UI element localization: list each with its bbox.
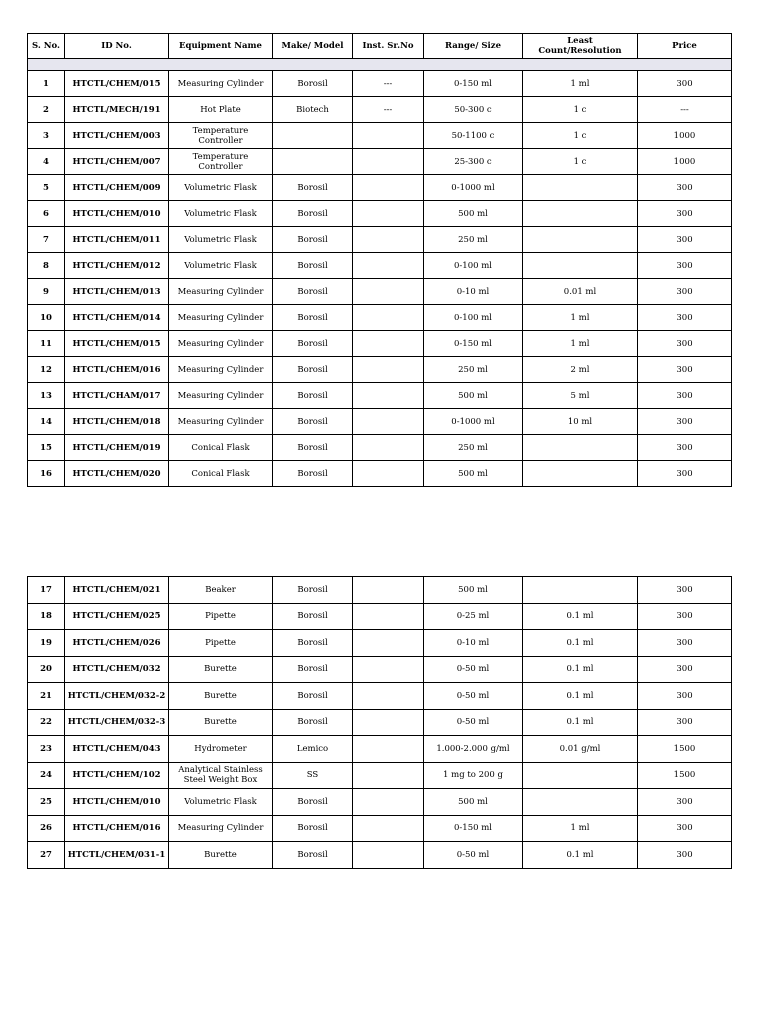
cell-equipment-name: Measuring Cylinder [169,305,273,331]
header-spacer-row [28,59,732,71]
cell-range-size: 500 ml [424,789,523,816]
header-equipment-name: Equipment Name [169,34,273,59]
header-price: Price [638,34,732,59]
equipment-table-1 [27,33,732,487]
cell-range-size: 0-25 ml [424,603,523,630]
cell-make-model: Borosil [273,709,353,736]
cell-inst-sr-no [353,279,424,305]
cell-sno: 26 [28,815,65,842]
cell-make-model: Borosil [273,383,353,409]
cell-price: 1000 [638,149,732,175]
table-row [28,305,732,331]
cell-sno: 8 [28,253,65,279]
cell-id: HTCTL/CHEM/018 [65,409,169,435]
cell-equipment-name: Volumetric Flask [169,253,273,279]
header-id: ID No. [65,34,169,59]
cell-least-count [523,789,638,816]
cell-equipment-name: Hydrometer [169,736,273,763]
table-row [28,331,732,357]
cell-sno: 21 [28,683,65,710]
table-row [28,201,732,227]
table-row [28,656,732,683]
cell-price: 300 [638,656,732,683]
cell-equipment-name: Temperature Controller [169,149,273,175]
table-row [28,435,732,461]
cell-price: 300 [638,357,732,383]
cell-id: HTCTL/CHEM/010 [65,201,169,227]
cell-make-model: Borosil [273,789,353,816]
cell-equipment-name: Burette [169,656,273,683]
cell-make-model: Biotech [273,97,353,123]
cell-make-model: Borosil [273,461,353,487]
table-row [28,409,732,435]
cell-inst-sr-no [353,815,424,842]
cell-inst-sr-no [353,331,424,357]
table-row [28,97,732,123]
cell-equipment-name: Conical Flask [169,435,273,461]
cell-inst-sr-no: --- [353,71,424,97]
cell-least-count [523,175,638,201]
cell-sno: 9 [28,279,65,305]
cell-range-size: 250 ml [424,357,523,383]
cell-inst-sr-no [353,577,424,604]
cell-make-model: Borosil [273,253,353,279]
cell-range-size: 0-50 ml [424,683,523,710]
cell-inst-sr-no [353,305,424,331]
cell-sno: 12 [28,357,65,383]
table-row [28,842,732,869]
cell-least-count: 1 ml [523,305,638,331]
cell-price: 300 [638,71,732,97]
cell-least-count: 0.1 ml [523,630,638,657]
table-row [28,461,732,487]
cell-price: 300 [638,435,732,461]
cell-sno: 11 [28,331,65,357]
cell-equipment-name: Burette [169,683,273,710]
cell-price: 300 [638,409,732,435]
cell-range-size: 500 ml [424,201,523,227]
cell-least-count: 1 ml [523,71,638,97]
cell-id: HTCTL/CHEM/019 [65,435,169,461]
cell-price: 300 [638,253,732,279]
cell-inst-sr-no [353,383,424,409]
cell-range-size: 0-50 ml [424,656,523,683]
cell-range-size: 25-300 c [424,149,523,175]
cell-make-model: Borosil [273,815,353,842]
cell-range-size: 0-50 ml [424,709,523,736]
cell-equipment-name: Pipette [169,603,273,630]
cell-range-size: 0-150 ml [424,815,523,842]
table-row [28,603,732,630]
cell-price: 300 [638,383,732,409]
cell-make-model: Borosil [273,842,353,869]
cell-sno: 17 [28,577,65,604]
cell-id: HTCTL/CHEM/021 [65,577,169,604]
cell-range-size: 500 ml [424,461,523,487]
cell-price: 300 [638,789,732,816]
cell-equipment-name: Measuring Cylinder [169,815,273,842]
cell-range-size: 0-150 ml [424,331,523,357]
cell-id: HTCTL/CHEM/016 [65,815,169,842]
cell-price: 300 [638,201,732,227]
cell-price: 1000 [638,123,732,149]
cell-sno: 5 [28,175,65,201]
table-row [28,789,732,816]
cell-equipment-name: Beaker [169,577,273,604]
cell-id: HTCTL/CHEM/003 [65,123,169,149]
cell-equipment-name: Burette [169,842,273,869]
cell-least-count: 1 c [523,149,638,175]
cell-price: 300 [638,461,732,487]
cell-price: 300 [638,709,732,736]
cell-equipment-name: Measuring Cylinder [169,383,273,409]
cell-inst-sr-no [353,201,424,227]
table-row [28,357,732,383]
cell-price: 300 [638,815,732,842]
cell-inst-sr-no [353,227,424,253]
cell-id: HTCTL/CHEM/032-2 [65,683,169,710]
cell-least-count: 0.1 ml [523,842,638,869]
cell-sno: 15 [28,435,65,461]
cell-id: HTCTL/CHAM/017 [65,383,169,409]
cell-price: 300 [638,577,732,604]
cell-sno: 25 [28,789,65,816]
cell-inst-sr-no [353,409,424,435]
cell-sno: 10 [28,305,65,331]
cell-make-model: Borosil [273,409,353,435]
cell-id: HTCTL/CHEM/102 [65,762,169,789]
cell-price: --- [638,97,732,123]
cell-equipment-name: Measuring Cylinder [169,71,273,97]
table-row [28,253,732,279]
cell-id: HTCTL/CHEM/031-1 [65,842,169,869]
cell-make-model: Borosil [273,683,353,710]
cell-sno: 7 [28,227,65,253]
cell-range-size: 0-1000 ml [424,409,523,435]
cell-range-size: 0-100 ml [424,253,523,279]
cell-inst-sr-no: --- [353,97,424,123]
cell-sno: 6 [28,201,65,227]
cell-least-count: 10 ml [523,409,638,435]
cell-id: HTCTL/CHEM/009 [65,175,169,201]
cell-equipment-name: Volumetric Flask [169,175,273,201]
cell-make-model: Borosil [273,227,353,253]
cell-sno: 19 [28,630,65,657]
cell-range-size: 500 ml [424,383,523,409]
cell-make-model: Borosil [273,305,353,331]
cell-least-count [523,227,638,253]
cell-equipment-name: Hot Plate [169,97,273,123]
header-make-model: Make/ Model [273,34,353,59]
cell-inst-sr-no [353,630,424,657]
cell-id: HTCTL/CHEM/032 [65,656,169,683]
cell-make-model: Borosil [273,603,353,630]
cell-price: 300 [638,603,732,630]
cell-id: HTCTL/CHEM/014 [65,305,169,331]
cell-least-count: 0.1 ml [523,709,638,736]
cell-sno: 4 [28,149,65,175]
cell-id: HTCTL/CHEM/012 [65,253,169,279]
cell-least-count [523,461,638,487]
cell-range-size: 1.000-2.000 g/ml [424,736,523,763]
cell-inst-sr-no [353,709,424,736]
cell-sno: 2 [28,97,65,123]
cell-make-model: SS [273,762,353,789]
cell-range-size: 50-1100 c [424,123,523,149]
table-row [28,71,732,97]
cell-id: HTCTL/CHEM/026 [65,630,169,657]
cell-id: HTCTL/CHEM/043 [65,736,169,763]
cell-sno: 23 [28,736,65,763]
header-sno: S. No. [28,34,65,59]
cell-price: 1500 [638,736,732,763]
cell-price: 300 [638,305,732,331]
cell-make-model: Lemico [273,736,353,763]
cell-least-count [523,577,638,604]
table-row [28,279,732,305]
cell-price: 300 [638,683,732,710]
cell-make-model: Borosil [273,175,353,201]
cell-inst-sr-no [353,149,424,175]
cell-least-count: 1 c [523,97,638,123]
cell-sno: 20 [28,656,65,683]
table-row [28,577,732,604]
cell-price: 300 [638,630,732,657]
cell-inst-sr-no [353,175,424,201]
cell-make-model: Borosil [273,630,353,657]
cell-least-count: 0.1 ml [523,603,638,630]
cell-price: 300 [638,842,732,869]
cell-make-model: Borosil [273,435,353,461]
cell-least-count: 1 ml [523,815,638,842]
cell-equipment-name: Conical Flask [169,461,273,487]
cell-sno: 3 [28,123,65,149]
table-row [28,227,732,253]
cell-range-size: 0-50 ml [424,842,523,869]
cell-inst-sr-no [353,357,424,383]
table-row [28,683,732,710]
cell-sno: 24 [28,762,65,789]
cell-price: 300 [638,331,732,357]
cell-inst-sr-no [353,683,424,710]
cell-least-count [523,201,638,227]
table-row [28,123,732,149]
cell-make-model: Borosil [273,656,353,683]
cell-make-model [273,149,353,175]
cell-equipment-name: Volumetric Flask [169,201,273,227]
cell-equipment-name: Measuring Cylinder [169,409,273,435]
cell-price: 300 [638,227,732,253]
cell-sno: 16 [28,461,65,487]
cell-sno: 14 [28,409,65,435]
cell-range-size: 250 ml [424,435,523,461]
cell-range-size: 1 mg to 200 g [424,762,523,789]
cell-inst-sr-no [353,253,424,279]
cell-range-size: 50-300 c [424,97,523,123]
cell-equipment-name: Pipette [169,630,273,657]
cell-equipment-name: Volumetric Flask [169,227,273,253]
cell-id: HTCTL/CHEM/007 [65,149,169,175]
cell-price: 300 [638,175,732,201]
cell-least-count: 0.01 g/ml [523,736,638,763]
cell-equipment-name: Burette [169,709,273,736]
table-row [28,709,732,736]
cell-id: HTCTL/CHEM/020 [65,461,169,487]
cell-equipment-name: Temperature Controller [169,123,273,149]
cell-inst-sr-no [353,736,424,763]
cell-sno: 27 [28,842,65,869]
cell-make-model [273,123,353,149]
cell-id: HTCTL/CHEM/016 [65,357,169,383]
table-row [28,736,732,763]
cell-id: HTCTL/CHEM/015 [65,71,169,97]
table-row [28,762,732,789]
cell-equipment-name: Volumetric Flask [169,789,273,816]
cell-inst-sr-no [353,789,424,816]
table-row [28,630,732,657]
cell-range-size: 0-10 ml [424,279,523,305]
equipment-table-2 [27,576,732,869]
table-row [28,175,732,201]
cell-equipment-name: Analytical Stainless Steel Weight Box [169,762,273,789]
cell-make-model: Borosil [273,357,353,383]
spacer-cell [28,59,732,71]
cell-inst-sr-no [353,435,424,461]
cell-inst-sr-no [353,123,424,149]
cell-make-model: Borosil [273,201,353,227]
cell-least-count: 5 ml [523,383,638,409]
cell-range-size: 0-100 ml [424,305,523,331]
cell-least-count [523,253,638,279]
cell-price: 300 [638,279,732,305]
cell-equipment-name: Measuring Cylinder [169,357,273,383]
table-row [28,383,732,409]
cell-sno: 18 [28,603,65,630]
cell-inst-sr-no [353,461,424,487]
cell-make-model: Borosil [273,331,353,357]
cell-least-count: 0.01 ml [523,279,638,305]
cell-sno: 13 [28,383,65,409]
header-inst-sr-no: Inst. Sr.No [353,34,424,59]
cell-make-model: Borosil [273,71,353,97]
cell-id: HTCTL/CHEM/025 [65,603,169,630]
cell-range-size: 250 ml [424,227,523,253]
cell-range-size: 0-1000 ml [424,175,523,201]
cell-make-model: Borosil [273,577,353,604]
header-range-size: Range/ Size [424,34,523,59]
cell-least-count: 0.1 ml [523,656,638,683]
cell-make-model: Borosil [273,279,353,305]
cell-least-count: 2 ml [523,357,638,383]
cell-inst-sr-no [353,762,424,789]
cell-range-size: 0-150 ml [424,71,523,97]
cell-id: HTCTL/CHEM/010 [65,789,169,816]
cell-price: 1500 [638,762,732,789]
cell-id: HTCTL/CHEM/032-3 [65,709,169,736]
cell-id: HTCTL/CHEM/011 [65,227,169,253]
cell-id: HTCTL/MECH/191 [65,97,169,123]
cell-least-count: 1 c [523,123,638,149]
cell-id: HTCTL/CHEM/015 [65,331,169,357]
cell-id: HTCTL/CHEM/013 [65,279,169,305]
cell-least-count: 0.1 ml [523,683,638,710]
table-header-row [28,34,732,59]
table-row [28,149,732,175]
cell-equipment-name: Measuring Cylinder [169,331,273,357]
table-row [28,815,732,842]
cell-inst-sr-no [353,656,424,683]
cell-least-count [523,435,638,461]
cell-equipment-name: Measuring Cylinder [169,279,273,305]
cell-sno: 22 [28,709,65,736]
header-least-count: Least Count/Resolution [523,34,638,59]
cell-least-count [523,762,638,789]
cell-sno: 1 [28,71,65,97]
cell-range-size: 500 ml [424,577,523,604]
cell-least-count: 1 ml [523,331,638,357]
cell-inst-sr-no [353,842,424,869]
cell-inst-sr-no [353,603,424,630]
cell-range-size: 0-10 ml [424,630,523,657]
